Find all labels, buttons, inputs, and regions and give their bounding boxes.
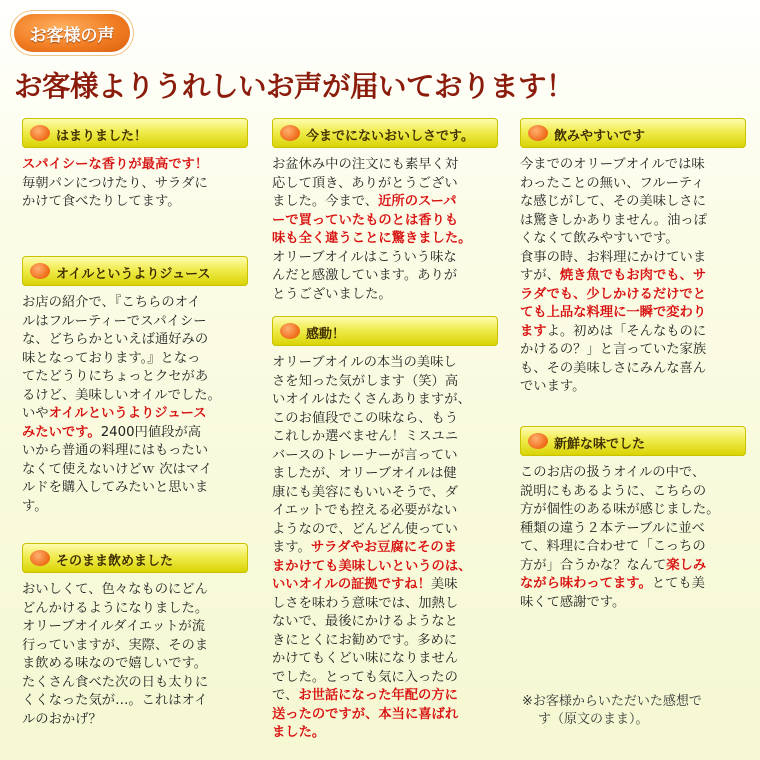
review-card [520,426,746,612]
review-line [272,669,498,688]
review-line [22,175,248,194]
review-line [272,193,498,212]
review-line [520,575,746,594]
review-line [272,613,498,632]
review-line [22,294,248,313]
highlight-text: ても上品な料理に一瞬で変わり [520,305,707,320]
review-line [22,692,248,711]
orange-bullet-icon [280,323,300,339]
review-text: 行っていますが、実際、そのま [22,637,209,653]
review-line [22,600,248,619]
review-body [272,354,498,743]
review-line [520,520,746,539]
review-line [520,193,746,212]
review-text: このお値段でこの味なら、もう [272,410,459,426]
review-column-left [22,118,248,212]
review-text: 毎朝パンにつけたり、サラダに [22,175,208,191]
review-text: これしか選べません！ミスユニ [272,429,459,444]
review-text: す。 [22,498,48,514]
review-text: オリーブオイルはこういう味な [272,249,457,265]
review-line [272,447,498,466]
review-text: ルドを購入してみたいと思いま [22,480,209,495]
review-text: くなくて飲みやすいです。 [520,231,679,246]
review-line [520,483,746,502]
review-line [22,498,248,517]
review-line [272,650,498,669]
review-text: 美味 [430,577,458,592]
review-text: 方が」合うかな？なんて [520,557,667,573]
review-line [520,378,746,397]
highlight-text: オイルというよりジュース [48,406,207,421]
review-text: ルはフルーティーでスパイシー [22,313,207,329]
review-line [272,521,498,540]
customer-voice-badge [14,14,130,52]
review-line [272,373,498,392]
footnote-line: す（原文のまま）。 [538,712,649,727]
review-text: イエットでも控える必要がない [272,503,458,518]
review-text: ます。 [272,540,311,555]
review-text: オリーブオイルの本当の美味し [272,355,457,370]
highlight-text: 近所のスーパ [378,194,457,209]
review-line [22,387,248,406]
review-title-bar [22,543,248,573]
review-line [22,368,248,387]
review-text: な、どちらかといえば通好みの [22,332,209,347]
review-text: 応して頂き、ありがとうござい [272,175,458,191]
review-title-bar [520,426,746,456]
footnote [522,693,702,729]
review-text: とても美 [651,576,705,591]
review-line [272,175,498,194]
review-line [22,674,248,693]
review-body [22,294,248,516]
review-line [520,501,746,520]
review-text: すが、 [520,268,560,283]
highlight-text: ながら味わってます。 [520,576,652,591]
highlight-text: お世話になった年配の方に [298,688,458,703]
review-card [22,118,248,212]
review-line [272,230,498,249]
review-line [22,405,248,424]
review-title: 新鮮な味でした [554,437,646,452]
review-column-left-2 [22,256,248,516]
review-line [272,156,498,175]
review-text: ました。今まで、 [272,194,379,209]
review-text: てたどうりにちょっとクセがあ [22,369,209,384]
review-title: そのまま飲めました [56,554,174,569]
review-text: おいしくて、色々なものにどん [22,582,208,597]
orange-bullet-icon [30,263,50,279]
review-line [22,313,248,332]
badge-text: お客様の声 [29,26,115,46]
review-title-bar [22,256,248,286]
highlight-text: 焼き魚でもお肉でも、サ [559,268,707,283]
review-line [520,304,746,323]
review-line [520,464,746,483]
review-title-bar [272,118,498,148]
review-line [22,618,248,637]
review-text: バースのトレーナーが言ってい [272,447,458,463]
review-line [22,193,248,212]
review-text: 種類の違う２本テーブルに並べ [520,520,705,536]
review-line [272,391,498,410]
highlight-text: いいオイルの証拠ですね！ [272,577,431,592]
review-text: 味くて感謝です。 [520,594,626,610]
highlight-text: ます [520,323,547,339]
review-column-middle [272,118,498,304]
review-text: なくて使えないけどｗ 次はマイ [22,461,213,477]
review-line [272,484,498,503]
review-text: 今までのオリーブオイルでは味 [520,157,705,172]
review-text: さを知った気がします（笑）高 [272,373,459,389]
review-line [22,711,248,730]
review-line [520,249,746,268]
review-text: このお店の扱うオイルの中で、 [520,465,706,480]
review-line [272,502,498,521]
review-title-bar [22,118,248,148]
review-line [272,286,498,305]
review-title: オイルというよりジュース [56,267,211,282]
review-title: 飲みやすいです [554,129,646,144]
review-body [520,156,746,397]
review-text: かけるの？」と言っていた家族 [520,342,707,357]
review-text: お店の紹介で、『こちらのオイ [22,295,201,310]
review-text: どんかけるようになりました。 [22,600,209,616]
review-title-bar [520,118,746,148]
review-card [272,316,498,743]
review-line [272,706,498,725]
review-card [22,543,248,729]
review-line [272,632,498,651]
orange-bullet-icon [280,125,300,141]
review-text: しさを味わう意味では、加熱し [272,595,459,611]
review-text: 説明にもあるように、こちらの [520,483,707,499]
review-line [520,341,746,360]
review-text: わったことの無い、フルーティ [520,175,705,191]
review-line [520,323,746,342]
review-line [272,576,498,595]
review-text: よ。初めは「そんなものに [546,323,707,339]
review-line [272,354,498,373]
review-title: 感動！ [306,327,346,342]
review-line [520,267,746,286]
highlight-text: スパイシーな香りが最高です！ [22,157,209,172]
review-text: で、 [272,688,299,703]
review-text: んだと感激しています。ありが [272,268,458,283]
review-text: たくさん食べた次の日も太りに [22,674,209,690]
highlight-text: まかけても美味しいというのは、 [272,558,472,574]
review-line [272,595,498,614]
orange-bullet-icon [528,125,548,141]
review-line [22,479,248,498]
review-text: でいます。 [520,379,586,394]
review-title-bar [272,316,498,346]
highlight-text: 味も全く違うことに驚きました。 [272,231,472,246]
review-line [520,175,746,194]
review-line [520,230,746,249]
highlight-text: ラダでも、少しかけるだけでと [520,286,707,302]
orange-bullet-icon [30,125,50,141]
review-body [22,156,248,212]
review-line [520,286,746,305]
highlight-text: 送ったのですが、本当に喜ばれ [272,706,459,722]
review-text: 2400円値段が高 [100,424,202,440]
orange-bullet-icon [30,550,50,566]
review-text: いオイルはたくさんありますが、 [272,392,471,407]
review-text: くくなった気が…。これはオイ [22,693,208,708]
review-line [520,557,746,576]
page-headline: お客様よりうれしいお声が届いております！ [14,69,575,103]
review-text: 康にも美容にもいいそうで、ダ [272,484,458,500]
review-line [272,267,498,286]
review-line [22,156,248,175]
review-line [520,360,746,379]
footnote-line: ※お客様からいただいた感想で [522,694,702,709]
review-text: きにとくにお勧めです。多めに [272,632,458,648]
review-text: いや [22,406,49,421]
review-line [520,156,746,175]
review-line [22,581,248,600]
review-text: 食事の時、お料理にかけていま [520,249,707,265]
review-line [22,424,248,443]
review-text: な感じがして、その美味しさに [520,194,706,209]
review-text: るけど、美味しいオイルでした。 [22,387,221,403]
highlight-text: ました。 [272,725,326,740]
review-text: かけてもくどい味になりません [272,651,459,666]
highlight-text: サラダやお豆腐にそのま [310,540,457,555]
review-text: とうございました。 [272,286,392,302]
highlight-text: ーで買っていたものとは香りも [272,212,459,228]
review-body [22,581,248,729]
review-line [272,212,498,231]
review-text: 方が個性のある味が感じました。 [520,502,720,517]
review-line [22,655,248,674]
review-text: オリーブオイルダイエットが流 [22,619,206,634]
review-card [520,118,746,397]
review-text: は驚きしかありません。油っぽ [520,212,707,228]
review-column-right [520,118,746,397]
review-text: て、料理に合わせて「こっちの [520,539,706,554]
review-text: お盆休み中の注文にも素早く対 [272,157,459,172]
review-text: いから普通の料理にはもったい [22,443,209,458]
review-text: ないで、最後にかけるようなと [272,614,458,629]
review-line [272,687,498,706]
review-line [272,465,498,484]
highlight-text: みたいです。 [22,424,101,440]
highlight-text: 楽しみ [666,557,707,573]
review-line [22,637,248,656]
review-title: はまりました！ [56,129,148,144]
review-line [272,558,498,577]
review-line [520,212,746,231]
review-line [22,350,248,369]
review-line [272,410,498,429]
review-line [272,724,498,743]
review-line [22,461,248,480]
review-line [22,442,248,461]
review-card [22,256,248,516]
review-card [272,118,498,304]
review-line [22,331,248,350]
review-line [272,428,498,447]
review-text: 味となっております。』となっ [22,350,201,366]
review-column-right-2 [520,426,746,612]
review-line [520,538,746,557]
review-text: かけて食べたりしてます。 [22,194,181,209]
review-line [272,539,498,558]
review-body [520,464,746,612]
review-text: でした。とっても気に入ったの [272,669,458,685]
review-text: も、その美味しさにみんな喜ん [520,360,707,376]
review-text: ようなので、どんどん使ってい [272,521,458,537]
review-column-left-3 [22,543,248,729]
review-column-middle-2 [272,316,498,743]
review-text: ルのおかげ？ [22,711,102,727]
review-line [272,249,498,268]
review-title: 今までにないおいしさです。 [306,129,474,144]
review-body [272,156,498,304]
review-text: ましたが、オリーブオイルは健 [272,466,457,481]
orange-bullet-icon [528,433,548,449]
review-line [520,594,746,613]
review-text: ま飲める味なので嬉しいです。 [22,656,208,671]
